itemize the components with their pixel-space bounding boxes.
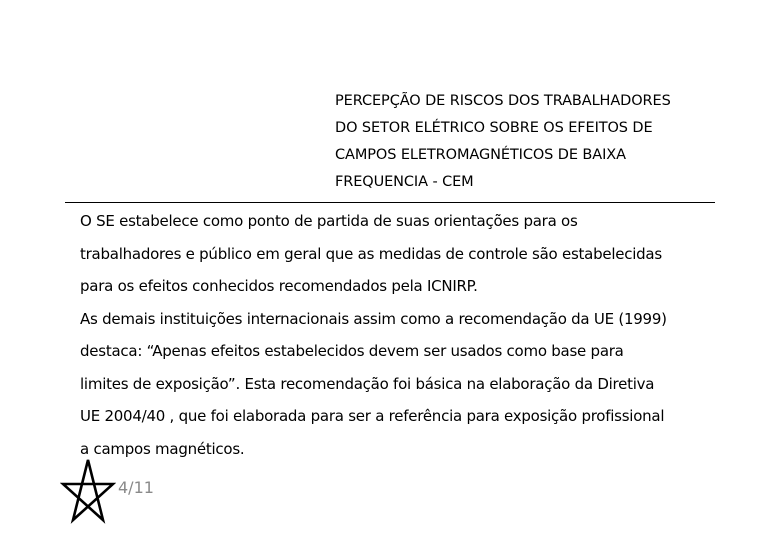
body-line: destaca: “Apenas efeitos estabelecidos devem ser usados como base para: [80, 342, 624, 360]
title-line: FREQUENCIA - CEM: [335, 174, 474, 190]
star-logo-icon: [60, 458, 116, 524]
body-line: As demais instituições internacionais assim como a recomendação da UE (1999): [80, 309, 667, 328]
body-text: [80, 205, 740, 465]
body-line: trabalhadores e público em geral que as medidas de controle são estabelecidas: [80, 244, 662, 263]
title-line: CAMPOS ELETROMAGNÉTICOS DE BAIXA: [335, 147, 626, 163]
body-line: limites de exposição”. Esta recomendação foi básica na elaboração da Diretiva: [80, 374, 655, 393]
body-line: para os efeitos conhecidos recomendados pela ICNIRP.: [80, 277, 478, 295]
slide-title: [335, 88, 755, 196]
title-line: PERCEPÇÃO DE RISCOS DOS TRABALHADORES: [335, 93, 671, 109]
page-number: 4/11: [118, 478, 154, 497]
title-line: DO SETOR ELÉTRICO SOBRE OS EFEITOS DE: [335, 120, 653, 136]
body-line: UE 2004/40 , que foi elaborada para ser a referência para exposição profissional: [80, 407, 665, 425]
divider: [65, 202, 715, 203]
body-line: a campos magnéticos.: [80, 439, 245, 458]
body-line: O SE estabelece como ponto de partida de suas orientações para os: [80, 212, 578, 230]
